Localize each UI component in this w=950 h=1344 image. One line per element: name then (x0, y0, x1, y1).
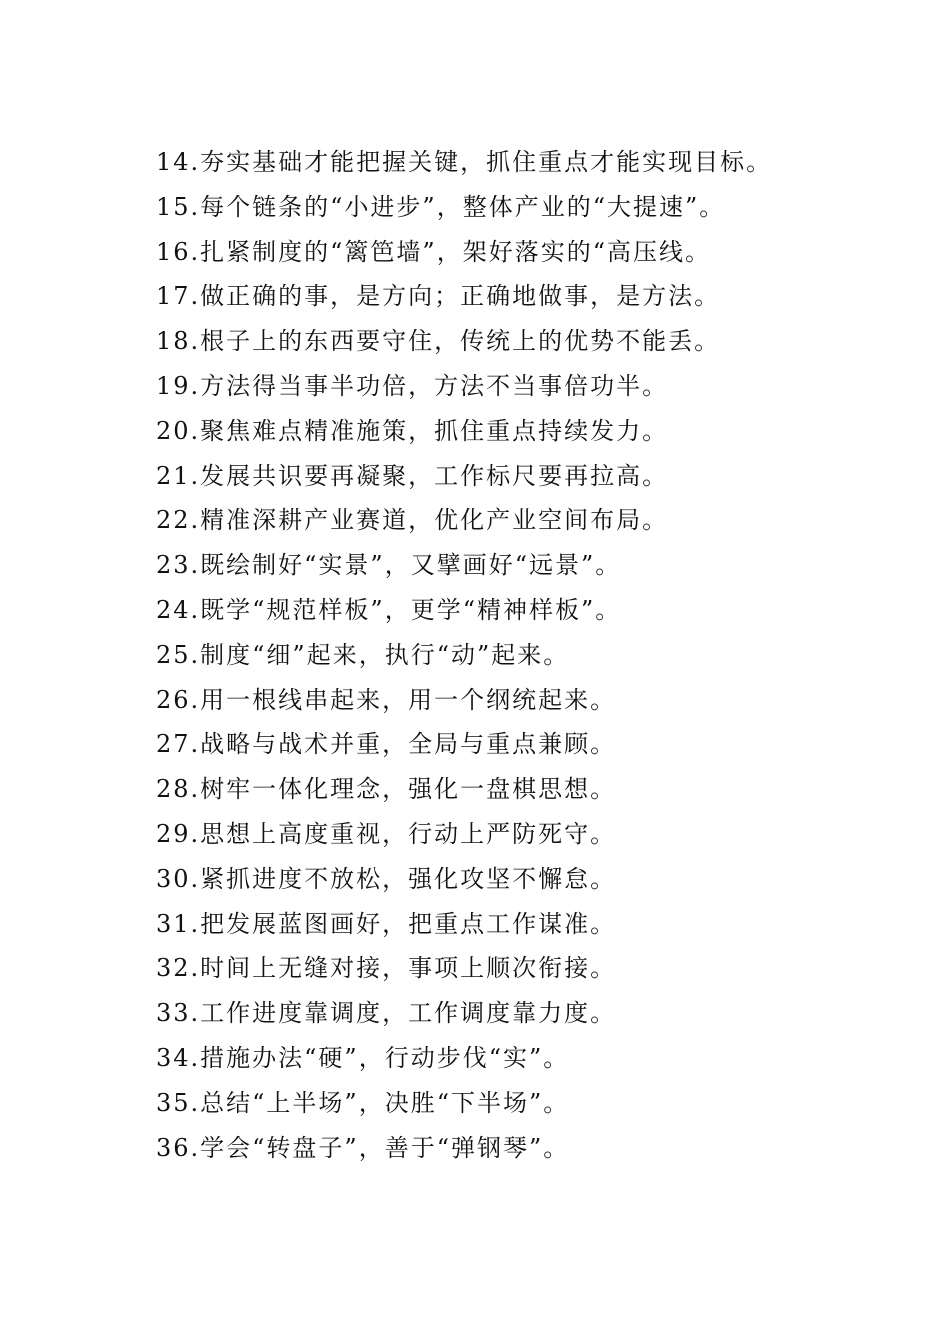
list-item: 32.时间上无缝对接，事项上顺次衔接。 (156, 954, 617, 983)
list-item: 34.措施办法“硬”，行动步伐“实”。 (156, 1043, 570, 1072)
list-item: 27.战略与战术并重，全局与重点兼顾。 (156, 730, 617, 759)
list-item: 14.夯实基础才能把握关键，抓住重点才能实现目标。 (156, 148, 773, 176)
list-item: 29.思想上高度重视，行动上严防死守。 (156, 819, 617, 848)
list-item: 35.总结“上半场”，决胜“下半场”。 (156, 1088, 570, 1117)
list-item: 31.把发展蓝图画好，把重点工作谋准。 (156, 909, 617, 938)
list-item: 25.制度“细”起来，执行“动”起来。 (156, 640, 570, 669)
list-item: 17.做正确的事，是方向；正确地做事，是方法。 (156, 282, 721, 311)
list-item: 18.根子上的东西要守住，传统上的优势不能丢。 (156, 327, 721, 356)
list-item: 22.精准深耕产业赛道，优化产业空间布局。 (156, 506, 669, 535)
list-item: 24.既学“规范样板”，更学“精神样板”。 (156, 595, 622, 624)
list-item: 33.工作进度靠调度，工作调度靠力度。 (156, 999, 617, 1028)
list-item: 26.用一根线串起来，用一个纲统起来。 (156, 685, 617, 714)
list-item: 28.树牢一体化理念，强化一盘棋思想。 (156, 775, 617, 804)
list-item: 36.学会“转盘子”，善于“弹钢琴”。 (156, 1133, 570, 1162)
numbered-list (156, 140, 916, 1170)
list-item: 30.紧抓进度不放松，强化攻坚不懈怠。 (156, 864, 617, 893)
list-item: 19.方法得当事半功倍，方法不当事倍功半。 (156, 371, 669, 400)
list-item: 21.发展共识要再凝聚，工作标尺要再拉高。 (156, 461, 669, 490)
list-item: 20.聚焦难点精准施策，抓住重点持续发力。 (156, 416, 669, 445)
list-item: 15.每个链条的“小进步”，整体产业的“大提速”。 (156, 192, 726, 221)
list-item: 23.既绘制好“实景”，又擘画好“远景”。 (156, 551, 622, 580)
list-item: 16.扎紧制度的“篱笆墙”，架好落实的“高压线。 (156, 237, 711, 266)
